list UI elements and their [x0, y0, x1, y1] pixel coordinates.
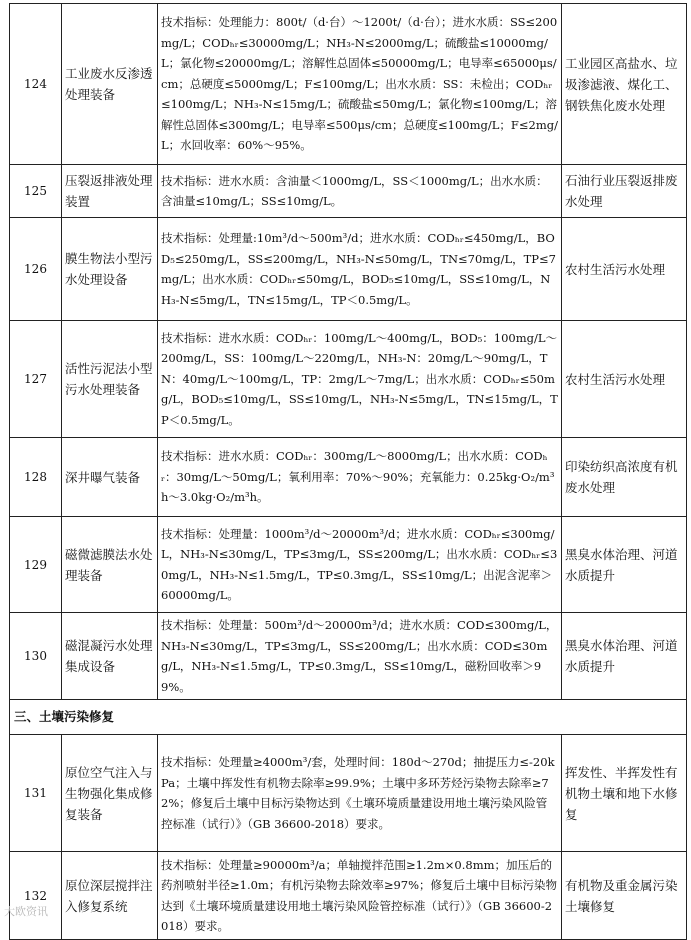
table-row — [10, 438, 687, 517]
technical-spec: 技术指标：处理量:10m³/d～500m³/d；进水水质：CODₕᵣ≤450mg/L，BOD₅≤250mg/L，SS≤200mg/L，NH₃-N≤50mg/L，TN≤70mg/L，TP≤7mg/L；出水水质：CODₕᵣ≤50mg/L，BOD₅≤10mg/L，SS≤10mg/L，NH₃-N≤5mg/L，TN≤15mg/L，TP＜0.5mg/L。 — [158, 218, 562, 321]
application-scope: 农村生活污水处理 — [562, 218, 687, 321]
row-number: 130 — [10, 613, 62, 700]
row-number: 132 — [10, 852, 62, 940]
application-scope: 印染纺织高浓度有机废水处理 — [562, 438, 687, 517]
equipment-name: 磁微滤膜法水处理装备 — [62, 517, 158, 613]
equipment-name: 原位深层搅拌注入修复系统 — [62, 852, 158, 940]
application-scope: 农村生活污水处理 — [562, 321, 687, 438]
technical-spec: 技术指标：处理量≥4000m³/套，处理时间：180d～270d；抽提压力≤-20kPa；土壤中挥发性有机物去除率≥99.9%；土壤中多环芳烃污染物去除率≥72%；修复后土壤中目标污染物达到《土壤环境质量建设用地土壤污染风险管控标准（试行）》（GB 36600-2018）要求。 — [158, 735, 562, 852]
table-row — [10, 218, 687, 321]
equipment-name: 活性污泥法小型污水处理装备 — [62, 321, 158, 438]
row-number: 126 — [10, 218, 62, 321]
equipment-name: 原位空气注入与生物强化集成修复装备 — [62, 735, 158, 852]
equipment-name: 磁混凝污水处理集成设备 — [62, 613, 158, 700]
table-row — [10, 517, 687, 613]
table-row — [10, 4, 687, 165]
table-row — [10, 321, 687, 438]
table-row — [10, 165, 687, 218]
watermark: 大欧资讯 — [4, 905, 48, 918]
application-scope: 挥发性、半挥发性有机物土壤和地下水修复 — [562, 735, 687, 852]
equipment-table — [9, 3, 687, 940]
technical-spec: 技术指标：处理量：1000m³/d～20000m³/d；进水水质：CODₕᵣ≤300mg/L，NH₃-N≤30mg/L，TP≤3mg/L，SS≤200mg/L；出水水质：CODₕᵣ≤30mg/L，NH₃-N≤1.5mg/L，TP≤0.3mg/L，SS≤10mg/L；出泥含泥率＞60000mg/L。 — [158, 517, 562, 613]
section-row — [10, 700, 687, 735]
application-scope: 石油行业压裂返排废水处理 — [562, 165, 687, 218]
row-number: 129 — [10, 517, 62, 613]
row-number: 128 — [10, 438, 62, 517]
equipment-name: 膜生物法小型污水处理设备 — [62, 218, 158, 321]
table-row — [10, 735, 687, 852]
section-title: 三、土壤污染修复 — [10, 700, 687, 735]
technical-spec: 技术指标：进水水质：含油量＜1000mg/L，SS＜1000mg/L；出水水质：含油量≤10mg/L；SS≤10mg/L。 — [158, 165, 562, 218]
application-scope: 黑臭水体治理、河道水质提升 — [562, 613, 687, 700]
table-row — [10, 613, 687, 700]
row-number: 131 — [10, 735, 62, 852]
row-number: 124 — [10, 4, 62, 165]
application-scope: 黑臭水体治理、河道水质提升 — [562, 517, 687, 613]
application-scope: 工业园区高盐水、垃圾渗滤液、煤化工、钢铁焦化废水处理 — [562, 4, 687, 165]
technical-spec: 技术指标：处理量≥90000m³/a；单轴搅拌范围≥1.2m×0.8mm；加压后的药剂喷射半径≥1.0m；有机污染物去除效率≥97%；修复后土壤中目标污染物达到《土壤环境质量建设用地土壤污染风险管控标准（试行）》（GB 36600-2018）要求。 — [158, 852, 562, 940]
technical-spec: 技术指标：进水水质：CODₕᵣ：100mg/L～400mg/L，BOD₅：100mg/L～200mg/L，SS：100mg/L～220mg/L，NH₃-N：20mg/L～90mg/L，TN：40mg/L～100mg/L，TP：2mg/L～7mg/L；出水水质：CODₕᵣ≤50mg/L，BOD₅≤10mg/L，SS≤10mg/L，NH₃-N≤5mg/L，TN≤15mg/L，TP＜0.5mg/L。 — [158, 321, 562, 438]
row-number: 127 — [10, 321, 62, 438]
application-scope: 有机物及重金属污染土壤修复 — [562, 852, 687, 940]
technical-spec: 技术指标：进水水质：CODₕᵣ：300mg/L～8000mg/L；出水水质：CODₕᵣ：30mg/L～50mg/L；氧利用率：70%～90%；充氧能力：0.25kg·O₂/m³h～3.0kg·O₂/m³h。 — [158, 438, 562, 517]
equipment-name: 深井曝气装备 — [62, 438, 158, 517]
equipment-name: 压裂返排液处理装置 — [62, 165, 158, 218]
technical-spec: 技术指标：处理能力：800t/（d·台）～1200t/（d·台）；进水水质：SS≤200mg/L；CODₕᵣ≤30000mg/L；NH₃-N≤2000mg/L；硫酸盐≤10000mg/L；氯化物≤20000mg/L；溶解性总固体≤50000mg/L；电导率≤65000μs/cm；总硬度≤5000mg/L；F≤100mg/L；出水水质：SS：未检出；CODₕᵣ≤100mg/L；NH₃-N≤15mg/L；硫酸盐≤50mg/L；氯化物≤100mg/L；溶解性总固体≤300mg/L；电导率≤500μs/cm；总硬度≤100mg/L；F≤2mg/L；水回收率：60%～95%。 — [158, 4, 562, 165]
row-number: 125 — [10, 165, 62, 218]
equipment-name: 工业废水反渗透处理装备 — [62, 4, 158, 165]
table-row — [10, 852, 687, 940]
technical-spec: 技术指标：处理量：500m³/d～20000m³/d；进水水质：COD≤300mg/L，NH₃-N≤30mg/L，TP≤3mg/L，SS≤200mg/L；出水水质：COD≤30mg/L，NH₃-N≤1.5mg/L，TP≤0.3mg/L，SS≤10mg/L，磁粉回收率＞99%。 — [158, 613, 562, 700]
